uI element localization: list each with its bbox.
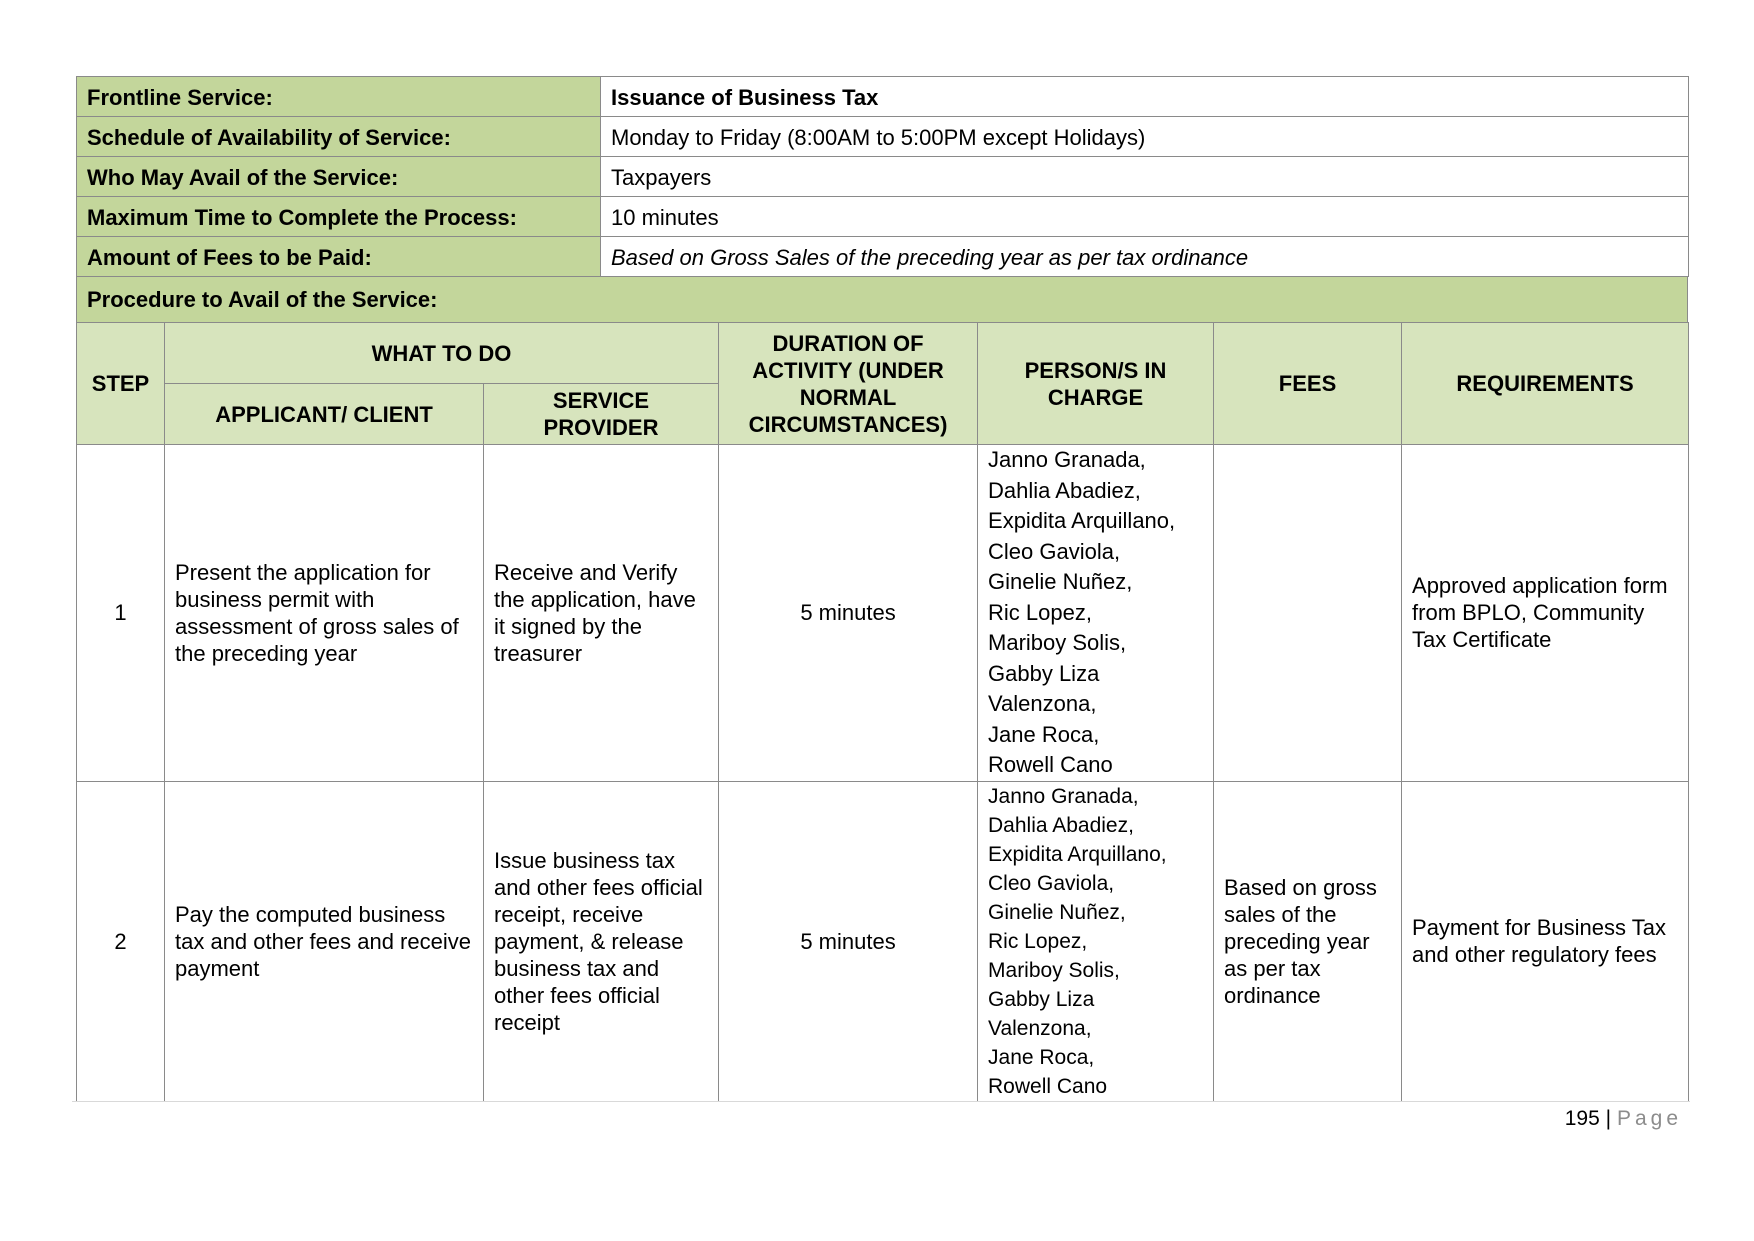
schedule-label: Schedule of Availability of Service: — [77, 117, 601, 157]
page-number: 195 — [1564, 1107, 1600, 1130]
step-number: 2 — [77, 781, 165, 1101]
duration-value: 5 minutes — [719, 445, 978, 782]
person-name: Cleo Gaviola, — [988, 871, 1115, 895]
table-row — [77, 445, 1689, 782]
header-applicant-client: APPLICANT/ CLIENT — [165, 384, 484, 445]
person-name: Valenzona, — [988, 1016, 1092, 1040]
person-name: Expidita Arquillano, — [988, 842, 1167, 866]
duration-value: 5 minutes — [719, 781, 978, 1101]
header-service-provider: SERVICE PROVIDER — [484, 384, 719, 445]
applicant-action: Pay the computed business tax and other fees and receive payment — [165, 781, 484, 1101]
frontline-service-label: Frontline Service: — [77, 77, 601, 117]
procedure-label: Procedure to Avail of the Service: — [77, 277, 1688, 323]
person-name: Dahlia Abadiez, — [988, 477, 1141, 503]
person-name: Mariboy Solis, — [988, 630, 1127, 655]
header-fees: FEES — [1214, 323, 1402, 445]
person-name: Rowell Cano — [988, 752, 1113, 777]
person-name: Dahlia Abadiez, — [988, 813, 1134, 837]
person-name: Jane Roca, — [988, 1045, 1095, 1069]
max-time-value: 10 minutes — [601, 197, 1689, 237]
page-separator: | — [1605, 1107, 1612, 1130]
provider-action: Receive and Verify the application, have it signed by the treasurer — [484, 445, 719, 782]
fees-label: Amount of Fees to be Paid: — [77, 237, 601, 277]
schedule-value: Monday to Friday (8:00AM to 5:00PM except Holidays) — [601, 117, 1689, 157]
person-name: Valenzona, — [988, 691, 1097, 716]
fees-value — [1214, 445, 1402, 782]
service-info-table — [76, 76, 1689, 277]
procedure-steps-table — [76, 322, 1689, 1102]
person-name: Cleo Gaviola, — [988, 538, 1121, 564]
footer-divider — [72, 1101, 1690, 1102]
requirements-value: Approved application form from BPLO, Community Tax Certificate — [1402, 445, 1689, 782]
person-name: Expidita Arquillano, — [988, 508, 1176, 533]
table-row — [77, 781, 1689, 1101]
page-footer — [1565, 1107, 1682, 1131]
who-may-avail-label: Who May Avail of the Service: — [77, 157, 601, 197]
person-name: Ric Lopez, — [988, 929, 1088, 953]
person-name: Gabby Liza — [988, 660, 1100, 686]
persons-in-charge — [978, 445, 1214, 782]
who-may-avail-row — [77, 157, 1689, 197]
frontline-service-value: Issuance of Business Tax — [601, 77, 1689, 117]
schedule-row — [77, 117, 1689, 157]
person-name: Gabby Liza — [988, 987, 1095, 1011]
procedure-title-table — [76, 276, 1688, 323]
step-number: 1 — [77, 445, 165, 782]
person-name: Janno Granada, — [988, 784, 1139, 808]
header-person-in-charge: PERSON/S IN CHARGE — [978, 323, 1214, 445]
page-word: Page — [1616, 1107, 1682, 1130]
who-may-avail-value: Taxpayers — [601, 157, 1689, 197]
max-time-row — [77, 197, 1689, 237]
person-name: Jane Roca, — [988, 721, 1100, 747]
frontline-service-row — [77, 77, 1689, 117]
header-duration: DURATION OF ACTIVITY (UNDER NORMAL CIRCUMSTANCES) — [719, 323, 978, 445]
person-name: Ginelie Nuñez, — [988, 569, 1133, 594]
fees-row — [77, 237, 1689, 277]
fees-value: Based on Gross Sales of the preceding year as per tax ordinance — [601, 237, 1689, 277]
header-step: STEP — [77, 323, 165, 445]
person-name: Rowell Cano — [988, 1074, 1108, 1098]
citizen-charter-page — [76, 76, 1688, 1102]
requirements-value: Payment for Business Tax and other regulatory fees — [1402, 781, 1689, 1101]
person-name: Ric Lopez, — [988, 599, 1092, 625]
applicant-action: Present the application for business permit with assessment of gross sales of the preceding year — [165, 445, 484, 782]
persons-in-charge — [978, 781, 1214, 1101]
header-requirements: REQUIREMENTS — [1402, 323, 1689, 445]
provider-action: Issue business tax and other fees official receipt, receive payment, & release business tax and other fees official receipt — [484, 781, 719, 1101]
header-what-to-do: WHAT TO DO — [165, 323, 719, 384]
max-time-label: Maximum Time to Complete the Process: — [77, 197, 601, 237]
person-name: Mariboy Solis, — [988, 958, 1120, 982]
person-name: Janno Granada, — [988, 447, 1146, 472]
fees-value: Based on gross sales of the preceding year as per tax ordinance — [1214, 781, 1402, 1101]
person-name: Ginelie Nuñez, — [988, 900, 1126, 924]
